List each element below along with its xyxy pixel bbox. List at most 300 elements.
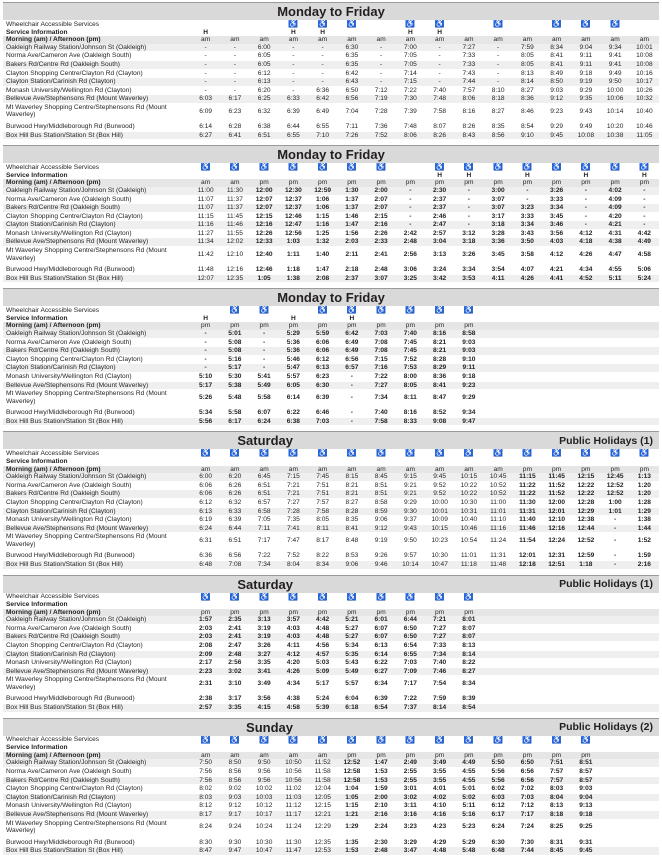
ampm-cell: pm bbox=[250, 609, 279, 617]
time-cell: 7:34 bbox=[425, 650, 454, 659]
time-cell: 11:48 bbox=[484, 560, 513, 569]
service-info-cell: H bbox=[290, 314, 296, 322]
wheelchair-label: Wheelchair Accessible Services bbox=[6, 20, 100, 28]
time-cell: 3:13 bbox=[425, 247, 454, 263]
wheelchair-icon: ♿ bbox=[434, 306, 445, 315]
time-cell: 8:05 bbox=[513, 52, 542, 61]
time-cell: 2:47 bbox=[425, 221, 454, 230]
time-cell bbox=[513, 381, 542, 390]
stop-name: Clayton Station/Carinish Rd (Clayton) bbox=[3, 364, 191, 373]
time-cell: 8:52 bbox=[425, 409, 454, 417]
time-cell: 2:26 bbox=[367, 229, 396, 238]
time-cell: 12:02 bbox=[220, 238, 249, 247]
time-cell: 5:24 bbox=[308, 695, 337, 703]
wheelchair-cell bbox=[191, 20, 220, 29]
time-cell: 11:30 bbox=[279, 839, 308, 847]
time-cell: 2:18 bbox=[337, 266, 366, 274]
service-info-cell bbox=[571, 458, 600, 466]
time-cell: 5:11 bbox=[601, 274, 630, 283]
ampm-cell: pm bbox=[220, 609, 249, 617]
ampm-cell: pm bbox=[630, 466, 659, 474]
time-cell: 10:12 bbox=[250, 802, 279, 811]
time-cell: 12:16 bbox=[250, 221, 279, 230]
wheelchair-icon: ♿ bbox=[346, 449, 357, 458]
time-cell bbox=[484, 390, 513, 406]
time-cell: 9:06 bbox=[337, 560, 366, 569]
time-cell: 10:24 bbox=[250, 819, 279, 835]
wheelchair-icon: ♿ bbox=[493, 20, 504, 28]
ampm-cell: pm bbox=[454, 179, 483, 187]
time-cell: 7:48 bbox=[425, 95, 454, 104]
ampm-cell: am bbox=[484, 466, 513, 474]
time-cell: 6:17 bbox=[220, 95, 249, 104]
time-cell: 10:26 bbox=[630, 86, 659, 95]
wheelchair-cell bbox=[513, 736, 542, 745]
wheelchair-cell bbox=[337, 163, 366, 172]
stop-row bbox=[3, 839, 659, 847]
time-cell: 3:53 bbox=[454, 274, 483, 283]
time-cell bbox=[601, 785, 630, 794]
time-cell: 9:26 bbox=[367, 552, 396, 560]
service-info-cell bbox=[513, 315, 542, 323]
stop-name: Norma Ave/Cameron Ave (Oakleigh South) bbox=[3, 52, 191, 61]
time-cell bbox=[571, 330, 600, 338]
time-cell: 9:35 bbox=[571, 95, 600, 104]
time-cell: - bbox=[630, 204, 659, 213]
time-cell bbox=[601, 676, 630, 692]
time-cell: 4:12 bbox=[571, 229, 600, 238]
time-cell: 9:52 bbox=[425, 481, 454, 490]
ampm-cell: am bbox=[191, 466, 220, 474]
stop-name: Clayton Shopping Centre/Clayton Rd (Clayton) bbox=[3, 212, 191, 221]
stop-row bbox=[3, 616, 659, 624]
ampm-cell: am bbox=[601, 36, 630, 44]
time-cell: 8:36 bbox=[425, 373, 454, 382]
wheelchair-icon: ♿ bbox=[580, 735, 591, 744]
time-cell bbox=[601, 704, 630, 713]
time-cell: 7:45 bbox=[396, 338, 425, 347]
time-cell bbox=[484, 373, 513, 382]
time-cell: 3:27 bbox=[250, 650, 279, 659]
time-cell: - bbox=[425, 78, 454, 87]
stop-name: Clayton Station/Carinish Rd (Clayton) bbox=[3, 507, 191, 516]
stop-row bbox=[3, 802, 659, 811]
service-info-cell bbox=[601, 29, 630, 37]
time-cell: 11:07 bbox=[191, 204, 220, 213]
wheelchair-cell bbox=[513, 306, 542, 315]
service-info-cell bbox=[337, 744, 366, 752]
stop-name: Burwood Hwy/Middleborough Rd (Burwood) bbox=[3, 266, 191, 274]
time-cell bbox=[571, 373, 600, 382]
ampm-cell bbox=[513, 609, 542, 617]
time-cell: 12:51 bbox=[542, 560, 571, 569]
time-cell: 3:07 bbox=[484, 195, 513, 204]
time-cell: 3:57 bbox=[279, 616, 308, 624]
stop-row bbox=[3, 409, 659, 417]
ampm-cell: pm bbox=[542, 466, 571, 474]
service-info-cell bbox=[601, 172, 630, 180]
time-cell: 10:45 bbox=[484, 473, 513, 481]
time-cell: - bbox=[279, 60, 308, 69]
wheelchair-cell bbox=[396, 593, 425, 602]
time-cell: - bbox=[601, 533, 630, 549]
time-cell: 1:05 bbox=[337, 793, 366, 802]
service-info-cell bbox=[396, 172, 425, 180]
public-holiday-note: Public Holidays (1) bbox=[559, 578, 653, 590]
time-cell: - bbox=[337, 390, 366, 406]
time-cell: 6:51 bbox=[250, 490, 279, 499]
time-cell: - bbox=[454, 221, 483, 230]
time-cell: 6:38 bbox=[279, 417, 308, 426]
stop-name: Box Hill Bus Station/Station St (Box Hill) bbox=[3, 560, 191, 569]
time-cell: 5:36 bbox=[279, 347, 308, 356]
time-cell: 9:23 bbox=[454, 381, 483, 390]
time-cell: 9:13 bbox=[571, 802, 600, 811]
time-cell: 3:11 bbox=[396, 802, 425, 811]
time-cell: 7:36 bbox=[367, 123, 396, 131]
time-cell: 9:19 bbox=[367, 533, 396, 549]
time-cell: 4:11 bbox=[279, 642, 308, 651]
stop-name: Norma Ave/Cameron Ave (Oakleigh South) bbox=[3, 768, 191, 777]
time-cell: 9:43 bbox=[396, 524, 425, 533]
time-cell: 4:42 bbox=[630, 229, 659, 238]
time-cell bbox=[601, 759, 630, 767]
wheelchair-cell bbox=[250, 593, 279, 602]
time-cell: 2:41 bbox=[220, 624, 249, 633]
stop-row bbox=[3, 390, 659, 406]
time-cell: 1:29 bbox=[630, 507, 659, 516]
time-cell: 7:30 bbox=[396, 95, 425, 104]
time-cell bbox=[630, 759, 659, 767]
wheelchair-icon: ♿ bbox=[317, 306, 328, 315]
time-cell: 5:27 bbox=[337, 624, 366, 633]
wheelchair-cell bbox=[220, 20, 249, 29]
time-cell: 8:54 bbox=[513, 123, 542, 131]
wheelchair-label: Wheelchair Accessible Services bbox=[6, 449, 100, 457]
wheelchair-cell bbox=[396, 736, 425, 745]
service-info-cell bbox=[513, 601, 542, 609]
time-cell bbox=[542, 659, 571, 668]
time-cell: 9:52 bbox=[425, 490, 454, 499]
time-cell: 1:38 bbox=[279, 274, 308, 283]
time-cell: 8:16 bbox=[454, 103, 483, 119]
time-cell: 6:28 bbox=[220, 123, 249, 131]
time-cell: 8:27 bbox=[513, 86, 542, 95]
wheelchair-cell bbox=[484, 449, 513, 458]
time-cell: 4:34 bbox=[571, 266, 600, 274]
time-cell bbox=[601, 390, 630, 406]
ampm-cell: pm bbox=[279, 322, 308, 330]
wheelchair-icon: ♿ bbox=[493, 735, 504, 744]
time-cell: 1:11 bbox=[279, 247, 308, 263]
time-cell: 10:06 bbox=[601, 95, 630, 104]
stop-name: Mt Waverley Shopping Centre/Stephensons Rd (Mount Waverley) bbox=[3, 533, 191, 549]
section-title: Monday to Friday bbox=[277, 147, 385, 163]
wheelchair-icon: ♿ bbox=[259, 592, 270, 601]
time-cell: 9:23 bbox=[542, 103, 571, 119]
time-cell: - bbox=[367, 44, 396, 52]
service-info-label: Service Information bbox=[6, 171, 68, 179]
time-cell: 8:22 bbox=[308, 552, 337, 560]
ampm-cell: am bbox=[542, 36, 571, 44]
stop-row bbox=[3, 481, 659, 490]
time-cell: 8:21 bbox=[425, 347, 454, 356]
time-cell: 2:33 bbox=[367, 238, 396, 247]
time-cell bbox=[601, 819, 630, 835]
time-cell: 5:29 bbox=[454, 839, 483, 847]
time-cell: 7:03 bbox=[513, 793, 542, 802]
time-cell: - bbox=[484, 52, 513, 61]
time-cell bbox=[571, 659, 600, 668]
time-cell: 8:34 bbox=[308, 560, 337, 569]
time-cell: 8:00 bbox=[396, 373, 425, 382]
ampm-cell: pm bbox=[425, 322, 454, 330]
ampm-cell: pm bbox=[542, 752, 571, 760]
time-cell: - bbox=[279, 69, 308, 78]
service-info-cell bbox=[220, 458, 249, 466]
wheelchair-cell bbox=[601, 163, 630, 172]
ampm-cell: pm bbox=[513, 466, 542, 474]
time-cell bbox=[484, 704, 513, 713]
time-cell: 2:16 bbox=[367, 221, 396, 230]
time-cell: 5:56 bbox=[191, 417, 220, 426]
wheelchair-cell bbox=[513, 20, 542, 29]
ampm-cell: pm bbox=[571, 179, 600, 187]
stop-name: Oakleigh Railway Station/Johnson St (Oakleigh) bbox=[3, 330, 191, 338]
service-info-cell bbox=[396, 744, 425, 752]
stop-row bbox=[3, 221, 659, 230]
time-cell: 6:13 bbox=[367, 642, 396, 651]
time-cell: 9:12 bbox=[542, 95, 571, 104]
ampm-cell: am bbox=[513, 36, 542, 44]
time-cell: 2:30 bbox=[425, 187, 454, 195]
ampm-cell: am bbox=[454, 36, 483, 44]
time-cell bbox=[542, 390, 571, 406]
ampm-cell bbox=[601, 609, 630, 617]
time-cell: 1:59 bbox=[630, 552, 659, 560]
time-cell: 3:41 bbox=[250, 667, 279, 676]
time-cell: - bbox=[337, 373, 366, 382]
wheelchair-cell bbox=[308, 20, 337, 29]
time-cell: 7:34 bbox=[250, 560, 279, 569]
section-header bbox=[3, 431, 659, 449]
time-cell: - bbox=[250, 364, 279, 373]
wheelchair-cell bbox=[601, 449, 630, 458]
ampm-cell: pm bbox=[425, 609, 454, 617]
time-cell: 4:15 bbox=[250, 704, 279, 713]
wheelchair-cell bbox=[279, 306, 308, 315]
time-cell: 1:52 bbox=[630, 533, 659, 549]
ampm-cell: pm bbox=[513, 179, 542, 187]
ampm-cell: pm bbox=[337, 752, 366, 760]
time-cell: 9:17 bbox=[220, 810, 249, 819]
time-cell: 6:42 bbox=[337, 330, 366, 338]
wheelchair-cell bbox=[513, 163, 542, 172]
time-cell: 6:03 bbox=[191, 95, 220, 104]
time-cell: 8:41 bbox=[542, 52, 571, 61]
time-cell: 8:12 bbox=[191, 802, 220, 811]
ampm-cell: am bbox=[308, 36, 337, 44]
time-cell: 10:20 bbox=[601, 123, 630, 131]
wheelchair-cell bbox=[630, 306, 659, 315]
stop-name: Monash University/Wellington Rd (Clayton) bbox=[3, 516, 191, 525]
time-cell: 9:18 bbox=[571, 69, 600, 78]
wheelchair-icon: ♿ bbox=[200, 449, 211, 458]
time-cell: 5:08 bbox=[220, 338, 249, 347]
wheelchair-icon: ♿ bbox=[522, 735, 533, 744]
time-cell: 5:38 bbox=[220, 381, 249, 390]
time-cell: 2:46 bbox=[425, 212, 454, 221]
wheelchair-cell bbox=[454, 736, 483, 745]
time-cell: 3:23 bbox=[396, 819, 425, 835]
time-cell: 9:57 bbox=[396, 552, 425, 560]
time-cell: 8:39 bbox=[454, 695, 483, 703]
time-cell: - bbox=[425, 44, 454, 52]
time-cell: 8:28 bbox=[337, 507, 366, 516]
wheelchair-cell bbox=[337, 736, 366, 745]
ampm-cell: am bbox=[396, 466, 425, 474]
service-info-row bbox=[3, 172, 659, 180]
time-cell: 7:21 bbox=[425, 616, 454, 624]
time-cell: 10:00 bbox=[425, 498, 454, 507]
stop-row bbox=[3, 624, 659, 633]
time-cell: 10:22 bbox=[454, 481, 483, 490]
time-cell: 9:10 bbox=[454, 355, 483, 364]
time-cell: 12:10 bbox=[542, 516, 571, 525]
service-info-cell bbox=[308, 315, 337, 323]
time-cell: 7:16 bbox=[367, 364, 396, 373]
stop-name: Bellevue Ave/Stephensons Rd (Mount Waverley) bbox=[3, 524, 191, 533]
time-cell: 11:22 bbox=[513, 481, 542, 490]
time-cell: 12:31 bbox=[542, 552, 571, 560]
service-info-cell bbox=[367, 744, 396, 752]
time-cell: 9:21 bbox=[396, 481, 425, 490]
time-cell: 11:52 bbox=[542, 490, 571, 499]
time-cell: 4:57 bbox=[308, 650, 337, 659]
wheelchair-row bbox=[3, 20, 659, 29]
time-cell: 1:01 bbox=[601, 507, 630, 516]
wheelchair-icon: ♿ bbox=[434, 449, 445, 458]
time-cell: - bbox=[220, 52, 249, 61]
wheelchair-cell bbox=[542, 449, 571, 458]
time-cell: 5:49 bbox=[337, 667, 366, 676]
time-cell: 6:50 bbox=[396, 633, 425, 642]
time-cell: 8:51 bbox=[571, 759, 600, 767]
time-cell: 3:35 bbox=[250, 659, 279, 668]
time-cell: 7:51 bbox=[308, 481, 337, 490]
time-cell: 6:13 bbox=[308, 364, 337, 373]
time-cell: 7:19 bbox=[367, 95, 396, 104]
ampm-cell: pm bbox=[337, 609, 366, 617]
service-info-cell bbox=[425, 458, 454, 466]
time-cell bbox=[513, 373, 542, 382]
time-cell: 4:11 bbox=[484, 274, 513, 283]
time-cell: 1:15 bbox=[308, 212, 337, 221]
time-cell: 3:23 bbox=[513, 204, 542, 213]
wheelchair-cell bbox=[571, 449, 600, 458]
ampm-cell: pm bbox=[396, 322, 425, 330]
time-cell: 6:03 bbox=[484, 793, 513, 802]
time-cell: 9:41 bbox=[601, 60, 630, 69]
time-cell bbox=[630, 659, 659, 668]
ampm-cell: am bbox=[484, 36, 513, 44]
ampm-cell bbox=[630, 609, 659, 617]
time-cell: 4:03 bbox=[542, 238, 571, 247]
time-cell: 12:40 bbox=[250, 247, 279, 263]
time-cell: 11:30 bbox=[220, 187, 249, 195]
time-cell: 2:31 bbox=[191, 676, 220, 692]
time-cell: 7:50 bbox=[191, 759, 220, 767]
service-info-cell bbox=[571, 744, 600, 752]
time-cell: 8:59 bbox=[367, 507, 396, 516]
time-cell: 12:29 bbox=[308, 819, 337, 835]
time-cell: 8:58 bbox=[367, 498, 396, 507]
service-info-cell bbox=[337, 458, 366, 466]
service-info-cell bbox=[279, 744, 308, 752]
stop-name: Clayton Station/Carinish Rd (Clayton) bbox=[3, 650, 191, 659]
ampm-cell: am bbox=[425, 466, 454, 474]
wheelchair-cell bbox=[425, 449, 454, 458]
time-cell: 8:45 bbox=[367, 473, 396, 481]
wheelchair-cell bbox=[630, 20, 659, 29]
time-cell: 6:23 bbox=[220, 103, 249, 119]
time-cell: 4:48 bbox=[308, 633, 337, 642]
service-info-label: Service Information bbox=[6, 601, 68, 609]
time-cell bbox=[571, 409, 600, 417]
time-cell: 11:27 bbox=[191, 229, 220, 238]
time-cell: 7:27 bbox=[279, 498, 308, 507]
wheelchair-icon: ♿ bbox=[229, 449, 240, 458]
wheelchair-label: Wheelchair Accessible Services bbox=[6, 306, 100, 314]
ampm-cell: am bbox=[308, 466, 337, 474]
wheelchair-cell bbox=[279, 20, 308, 29]
time-cell: 3:02 bbox=[220, 667, 249, 676]
time-cell: 7:27 bbox=[425, 633, 454, 642]
stop-row bbox=[3, 95, 659, 104]
time-cell: 6:04 bbox=[337, 695, 366, 703]
time-cell: 2:56 bbox=[396, 247, 425, 263]
time-cell: 1:25 bbox=[308, 229, 337, 238]
time-cell: 8:18 bbox=[484, 95, 513, 104]
time-cell: 8:11 bbox=[396, 390, 425, 406]
wheelchair-cell bbox=[279, 163, 308, 172]
time-cell: 3:19 bbox=[250, 624, 279, 633]
time-cell: - bbox=[630, 212, 659, 221]
time-cell: 6:36 bbox=[191, 552, 220, 560]
wheelchair-cell bbox=[425, 593, 454, 602]
time-cell: 7:58 bbox=[425, 103, 454, 119]
wheelchair-icon: ♿ bbox=[288, 163, 299, 172]
time-cell: 4:20 bbox=[601, 212, 630, 221]
time-cell: 1:53 bbox=[337, 847, 366, 856]
time-cell: 4:07 bbox=[513, 266, 542, 274]
service-info-label: Service Information bbox=[6, 314, 68, 322]
wheelchair-icon: ♿ bbox=[376, 592, 387, 601]
time-cell bbox=[542, 381, 571, 390]
time-cell: 11:00 bbox=[191, 187, 220, 195]
wheelchair-cell bbox=[367, 306, 396, 315]
time-cell: 5:01 bbox=[220, 330, 249, 338]
wheelchair-icon: ♿ bbox=[405, 592, 416, 601]
time-cell: 4:09 bbox=[601, 204, 630, 213]
stop-name: Bellevue Ave/Stephensons Rd (Mount Waverley) bbox=[3, 667, 191, 676]
time-cell: 9:11 bbox=[454, 364, 483, 373]
time-cell bbox=[630, 819, 659, 835]
time-cell: 8:47 bbox=[191, 847, 220, 856]
time-cell: 5:16 bbox=[220, 355, 249, 364]
service-info-cell bbox=[220, 601, 249, 609]
time-cell bbox=[630, 390, 659, 406]
